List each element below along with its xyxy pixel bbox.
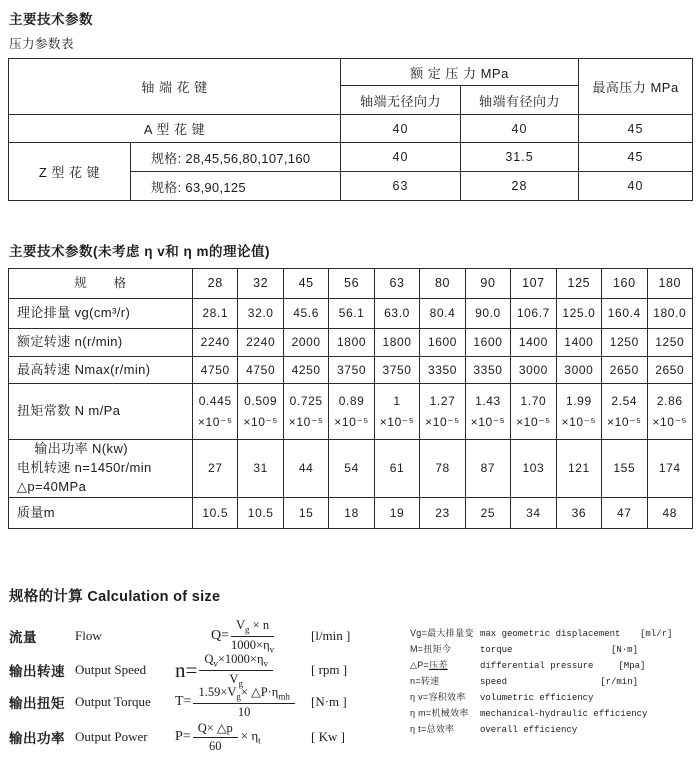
formula-label-en: Output Torque	[75, 694, 151, 709]
table-cell: 63	[341, 172, 461, 201]
spec-row-label: 最高转速 Nmax(r/min)	[9, 357, 193, 384]
pressure-table-caption: 压力参数表	[9, 37, 75, 51]
spec-col-header: 180	[647, 269, 692, 299]
spec-cell: 1600	[465, 329, 510, 357]
spec-col-header: 160	[602, 269, 647, 299]
spec-cell: 25	[465, 498, 510, 529]
legend-unit: [Mpa]	[618, 661, 646, 671]
legend-term: η m=机械效率	[410, 708, 469, 718]
spec-col-header: 63	[374, 269, 419, 299]
spec-cell: 23	[420, 498, 465, 529]
spline-type-a-label: A 型 花 键	[9, 115, 341, 143]
table-cell: 40	[341, 143, 461, 172]
symbol-legend	[410, 626, 673, 738]
spec-cell: 3350	[420, 357, 465, 384]
formula-label-cn: 流量	[9, 630, 37, 645]
legend-term: η v=容积效率	[410, 692, 466, 702]
formula-label-en: Output Power	[75, 729, 148, 744]
spec-row-label: 扭矩常数 N m/Pa	[9, 384, 193, 440]
formula-expression: T= $\frac{1.59\times V_g\times \triangle P\cdot\eta_{mh}}{10}$	[175, 684, 293, 720]
formula-row	[9, 652, 369, 688]
spec-cell: 1.70 ×10⁻⁵	[511, 384, 556, 440]
spec-cell: 125.0	[556, 299, 601, 329]
legend-unit: [ml/r]	[640, 629, 673, 639]
legend-english: overall efficiency	[480, 725, 578, 735]
legend-english: max geometric displacement	[480, 629, 621, 639]
spec-cell: 0.725 ×10⁻⁵	[283, 384, 328, 440]
table-cell: 45	[579, 115, 693, 143]
spec-row-label: 理论排量 vg(cm³/r)	[9, 299, 193, 329]
legend-term: △P=压差	[410, 660, 448, 670]
formula-expression: P= $\frac{Q\times \triangle p}{60}$ × $\eta_t$	[175, 721, 261, 753]
section2-title: 主要技术参数(未考虑 η v和 η m的理论值)	[9, 244, 270, 259]
spec-row	[9, 440, 693, 498]
spec-corner-label: 规 格	[9, 269, 193, 299]
calc-title: 规格的计算 Calculation of size	[9, 589, 221, 605]
spec-cell: 1.99 ×10⁻⁵	[556, 384, 601, 440]
spec-table	[8, 268, 693, 529]
spec-cell: 1 ×10⁻⁵	[374, 384, 419, 440]
spec-col-header: 56	[329, 269, 374, 299]
spec-col-header: 32	[238, 269, 283, 299]
spec-row	[9, 384, 693, 440]
formula-expression: n= $\frac{Q_v\times 1000\times\eta_v}{V_g}$	[175, 652, 293, 688]
spec-cell: 4250	[283, 357, 328, 384]
formula-unit: [ Kw ]	[311, 729, 345, 744]
spec-row-label: 质量m	[9, 498, 193, 529]
spec-col-header: 45	[283, 269, 328, 299]
spec-row-label: 额定转速 n(r/min)	[9, 329, 193, 357]
table-cell: 45	[579, 143, 693, 172]
legend-term: M=扭矩今	[410, 644, 452, 654]
spec-row-label: 输出功率 N(kw) 电机转速 n=1450r/min △p=40MPa	[9, 440, 193, 498]
table-cell: 40	[341, 115, 461, 143]
spec-cell: 10.5	[238, 498, 283, 529]
spec-cell: 1800	[374, 329, 419, 357]
pressure-header-row1	[9, 59, 693, 86]
spec-col-header: 90	[465, 269, 510, 299]
spec-cell: 32.0	[238, 299, 283, 329]
table-cell: 28	[461, 172, 579, 201]
legend-english: volumetric efficiency	[480, 693, 594, 703]
spec-cell: 19	[374, 498, 419, 529]
spec-cell: 90.0	[465, 299, 510, 329]
legend-english: differential pressure	[480, 661, 594, 671]
table-cell: 31.5	[461, 143, 579, 172]
formula-unit: [l/min ]	[311, 628, 351, 643]
spec-col-header: 125	[556, 269, 601, 299]
section1-title: 主要技术参数	[9, 12, 93, 27]
spec-cell: 63.0	[374, 299, 419, 329]
spec-cell: 54	[329, 440, 374, 498]
spec-cell: 3000	[556, 357, 601, 384]
pressure-row-z1	[9, 143, 693, 172]
legend-row	[410, 706, 648, 722]
spec-cell: 1250	[602, 329, 647, 357]
spec-cell: 56.1	[329, 299, 374, 329]
spec-cell: 121	[556, 440, 601, 498]
spec-cell: 0.509 ×10⁻⁵	[238, 384, 283, 440]
spec-cell: 1800	[329, 329, 374, 357]
legend-english: torque	[480, 645, 513, 655]
spec-cell: 2000	[283, 329, 328, 357]
spec-cell: 1.43 ×10⁻⁵	[465, 384, 510, 440]
legend-row	[410, 642, 638, 658]
spec-cell: 1400	[556, 329, 601, 357]
spec-cell: 1600	[420, 329, 465, 357]
spec-row	[9, 357, 693, 384]
formula-label-cn: 输出功率	[9, 731, 65, 746]
legend-english: mechanical-hydraulic efficiency	[480, 709, 648, 719]
spec-cell: 155	[602, 440, 647, 498]
formula-row	[9, 618, 369, 654]
spec-cell: 18	[329, 498, 374, 529]
spec-row	[9, 498, 693, 529]
legend-row	[410, 690, 638, 706]
spec-cell: 1400	[511, 329, 556, 357]
spec-cell: 45.6	[283, 299, 328, 329]
formula-label-cn: 输出扭矩	[9, 696, 65, 711]
spec-cell: 1.27 ×10⁻⁵	[420, 384, 465, 440]
spec-cell: 103	[511, 440, 556, 498]
spec-cell: 36	[556, 498, 601, 529]
formula-label-en: Output Speed	[75, 662, 147, 677]
spline-type-z-label: Z 型 花 键	[9, 143, 131, 201]
spec-cell: 4750	[193, 357, 238, 384]
spec-cell: 160.4	[602, 299, 647, 329]
pressure-shaft-spline-header: 轴 端 花 键	[9, 59, 341, 115]
legend-term: Vg=最大排量变	[410, 628, 474, 638]
spec-table-body	[9, 299, 693, 529]
spec-cell: 15	[283, 498, 328, 529]
spec-cell: 2650	[647, 357, 692, 384]
formula-label-en: Flow	[75, 628, 102, 643]
spec-cell: 106.7	[511, 299, 556, 329]
spec-cell: 4750	[238, 357, 283, 384]
pressure-table	[8, 58, 693, 201]
spec-row	[9, 329, 693, 357]
legend-term: n=转速	[410, 676, 440, 686]
spec-cell: 61	[374, 440, 419, 498]
spec-cell: 27	[193, 440, 238, 498]
spec-cell: 2.86 ×10⁻⁵	[647, 384, 692, 440]
formula-label-cn: 输出转速	[9, 664, 65, 679]
pressure-row-a	[9, 115, 693, 143]
pressure-rated-header: 额 定 压 力 MPa	[341, 59, 579, 86]
spec-cell: 174	[647, 440, 692, 498]
spec-cell: 180.0	[647, 299, 692, 329]
formula-row	[9, 716, 369, 758]
spec-cell: 34	[511, 498, 556, 529]
spec-cell: 78	[420, 440, 465, 498]
pressure-no-radial-header: 轴端无径向力	[341, 86, 461, 115]
formula-unit: [ rpm ]	[311, 662, 348, 677]
pressure-max-header: 最高压力 MPa	[579, 59, 693, 115]
legend-row	[410, 674, 638, 690]
spec-cell: 31	[238, 440, 283, 498]
spec-header-row	[9, 269, 693, 299]
legend-english: speed	[480, 677, 508, 687]
spec-cell: 3000	[511, 357, 556, 384]
spec-cell: 2.54 ×10⁻⁵	[602, 384, 647, 440]
spec-cell: 10.5	[193, 498, 238, 529]
spec-cell: 3350	[465, 357, 510, 384]
spec-cell: 2240	[193, 329, 238, 357]
z-spec-2-label: 规格: 63,90,125	[131, 172, 341, 201]
spec-cell: 48	[647, 498, 692, 529]
table-cell: 40	[461, 115, 579, 143]
legend-row	[410, 722, 638, 738]
table-cell: 40	[579, 172, 693, 201]
spec-cell: 44	[283, 440, 328, 498]
legend-term: η t=总效率	[410, 724, 455, 734]
spec-cell: 47	[602, 498, 647, 529]
spec-cell: 0.445 ×10⁻⁵	[193, 384, 238, 440]
spec-col-header: 107	[511, 269, 556, 299]
formula-row	[9, 686, 369, 718]
z-spec-1-label: 规格: 28,45,56,80,107,160	[131, 143, 341, 172]
spec-cell: 28.1	[193, 299, 238, 329]
spec-cell: 0.89 ×10⁻⁵	[329, 384, 374, 440]
spec-cell: 1250	[647, 329, 692, 357]
spec-col-header: 28	[193, 269, 238, 299]
pressure-with-radial-header: 轴端有径向力	[461, 86, 579, 115]
formula-unit: [N·m ]	[311, 694, 347, 709]
spec-cell: 3750	[329, 357, 374, 384]
legend-unit: [N·m]	[610, 645, 638, 655]
spec-row	[9, 299, 693, 329]
legend-unit: [r/min]	[600, 677, 638, 687]
formula-expression: Q= $\frac{V_g \times n}{1000\times\eta_v}$	[211, 618, 275, 654]
legend-row	[410, 658, 646, 674]
spec-cell: 2240	[238, 329, 283, 357]
spec-col-header: 80	[420, 269, 465, 299]
legend-row	[410, 626, 673, 642]
spec-cell: 2650	[602, 357, 647, 384]
spec-cell: 80.4	[420, 299, 465, 329]
spec-cell: 87	[465, 440, 510, 498]
spec-cell: 3750	[374, 357, 419, 384]
